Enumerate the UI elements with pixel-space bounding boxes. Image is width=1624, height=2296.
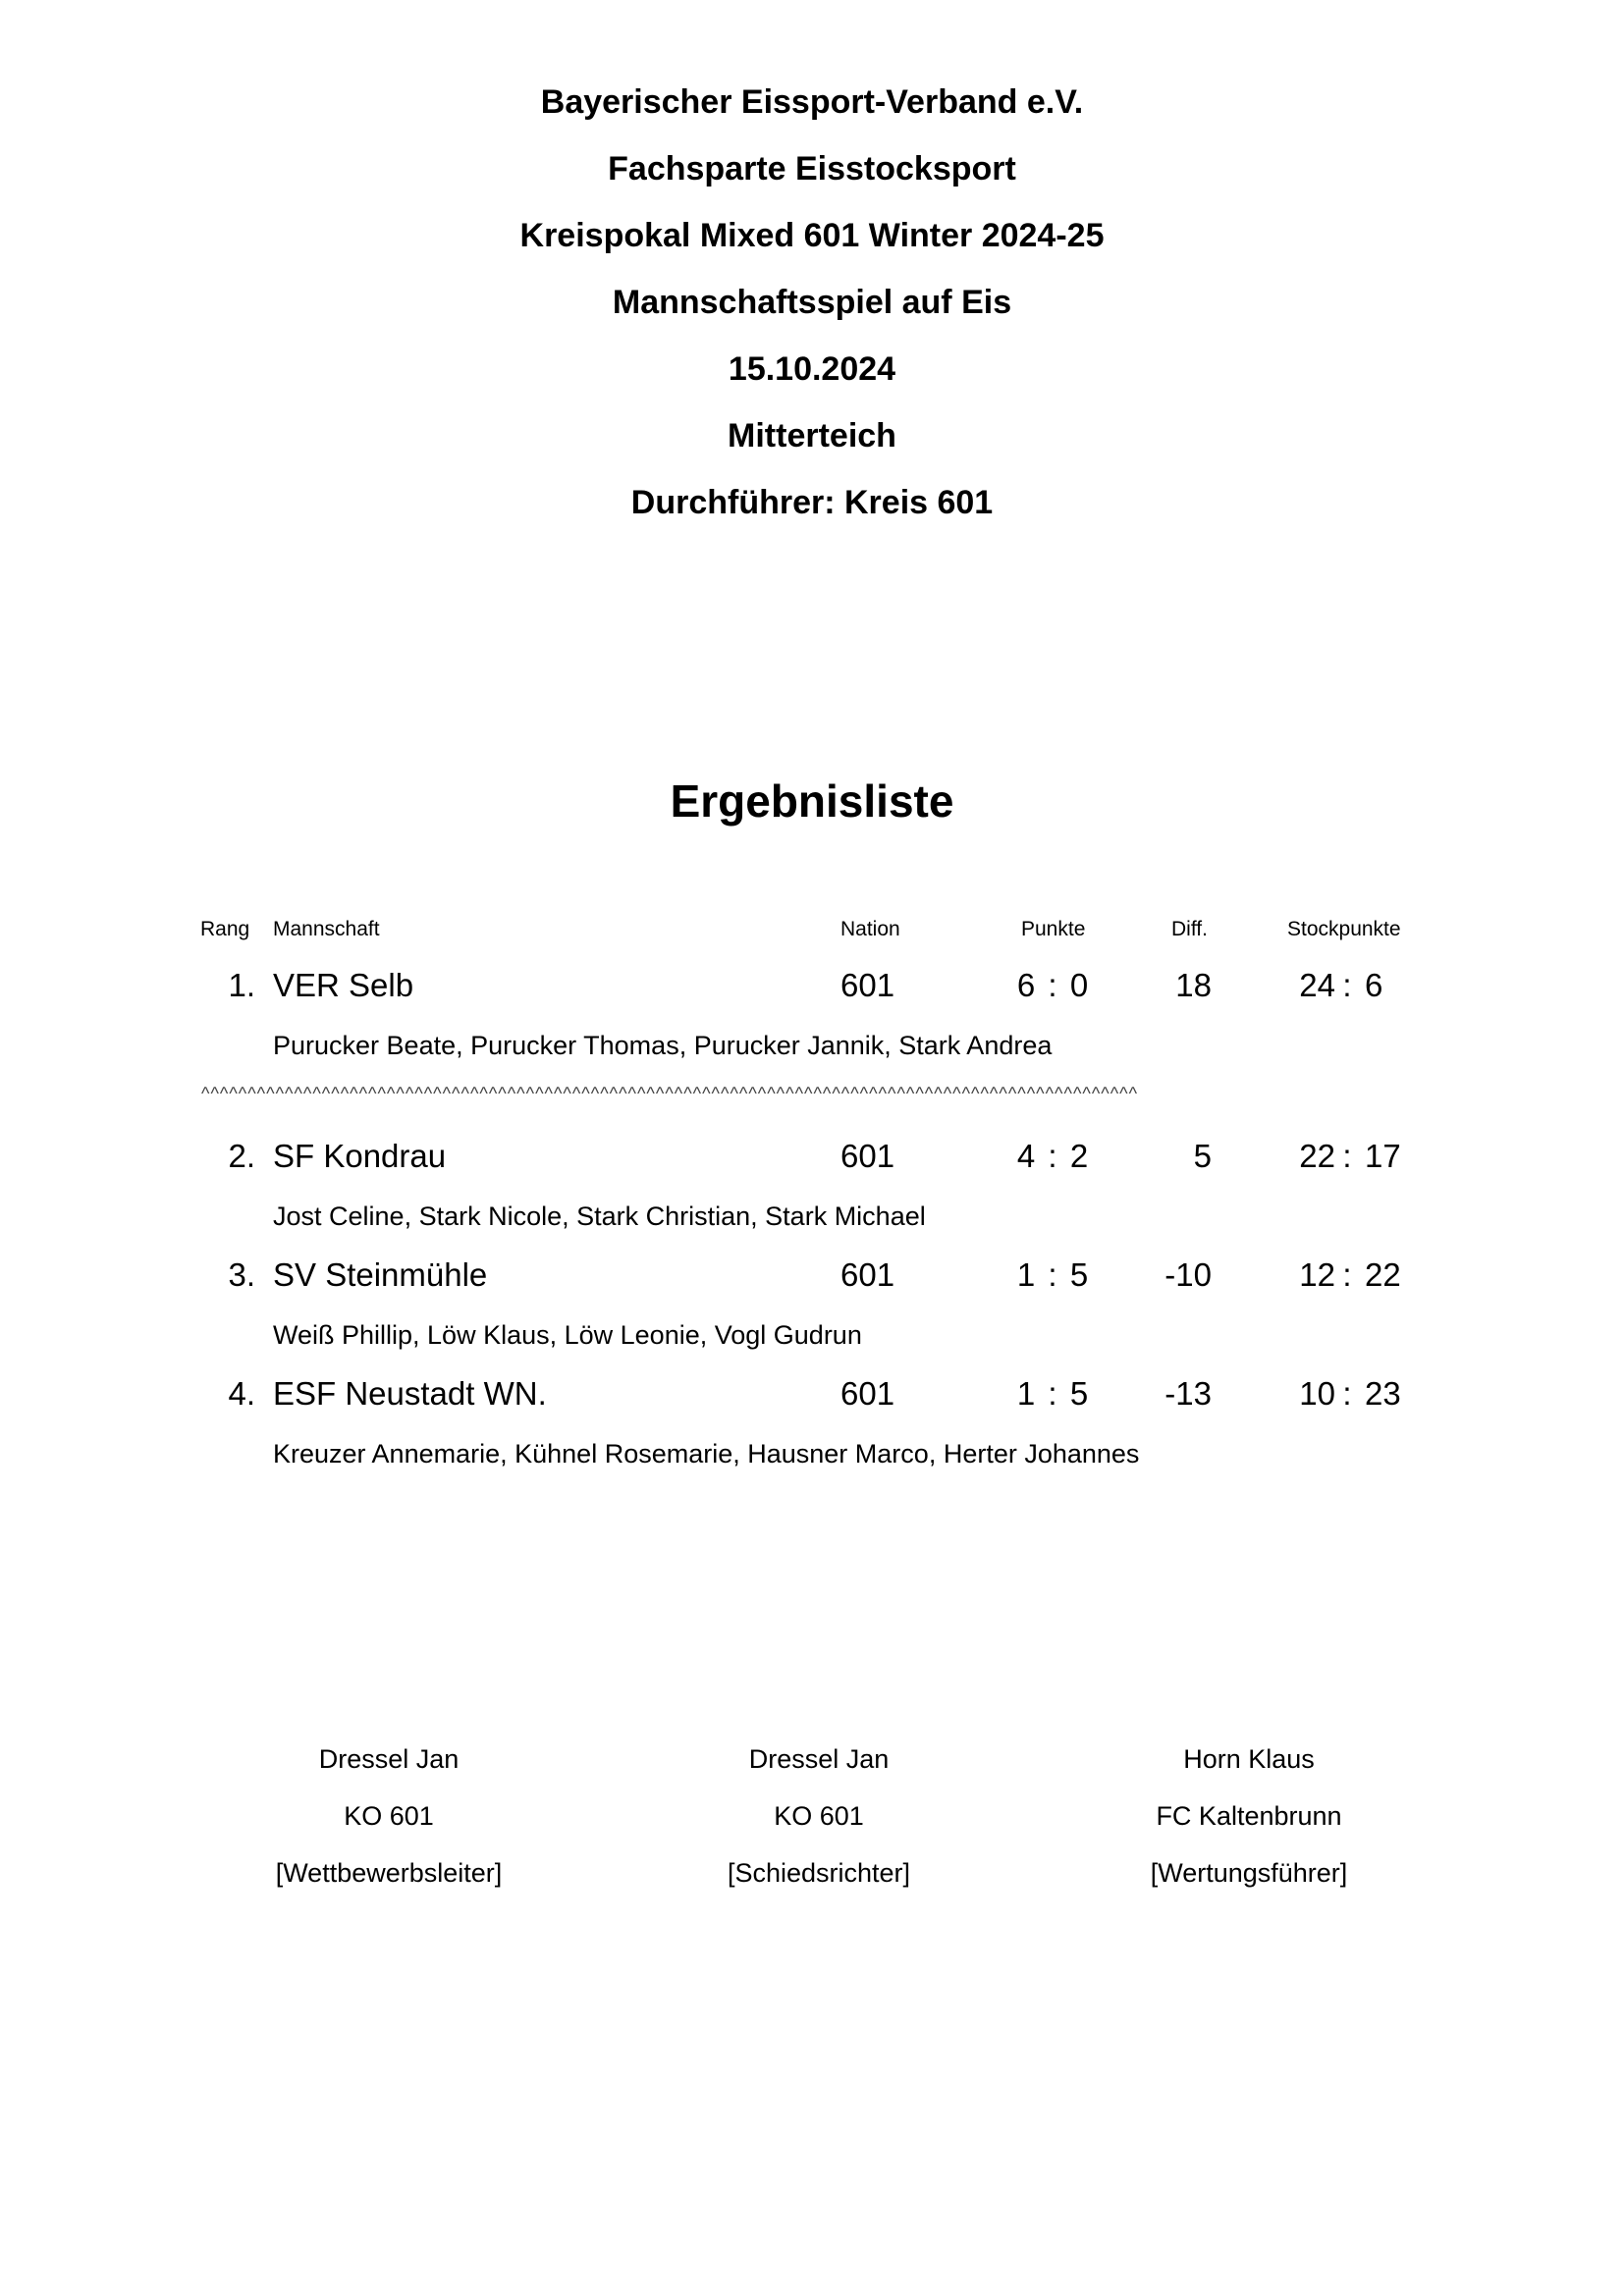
nation: 601 (840, 967, 895, 1003)
nation: 601 (840, 1375, 895, 1412)
signature-block-referee (623, 1739, 1015, 1910)
team-name: ESF Neustadt WN. (273, 1375, 547, 1412)
stock-points-for: 12 (1299, 1256, 1335, 1293)
stock-points-for: 10 (1299, 1375, 1335, 1412)
points-lost: 5 (1069, 1256, 1089, 1293)
signatory-role: [Schiedsrichter] (727, 1858, 911, 1888)
column-header-punkte: Punkte (1021, 918, 1086, 940)
points-lost: 0 (1069, 967, 1089, 1003)
difference: 18 (1175, 967, 1212, 1003)
team-players: Weiß Phillip, Löw Klaus, Löw Leonie, Vogl Gudrun (273, 1320, 862, 1350)
stock-points-against: 17 (1365, 1138, 1401, 1174)
signatory-name: Horn Klaus (1183, 1744, 1315, 1774)
stock-points-separator: : (1342, 1375, 1352, 1412)
stock-points-separator: : (1342, 1138, 1352, 1174)
difference: -10 (1164, 1256, 1212, 1293)
nation: 601 (840, 1256, 895, 1293)
table-row (0, 1375, 1624, 1415)
signatory-organization: FC Kaltenbrunn (1156, 1801, 1342, 1831)
column-header-diff: Diff. (1171, 918, 1208, 940)
division-name: Fachsparte Eisstocksport (608, 150, 1016, 187)
points-won: 1 (1016, 1375, 1036, 1412)
points-won: 1 (1016, 1256, 1036, 1293)
association-name: Bayerischer Eissport-Verband e.V. (540, 83, 1084, 121)
points-lost: 5 (1069, 1375, 1089, 1412)
signature-block-scorekeeper (1053, 1739, 1445, 1910)
rank: 3. (228, 1256, 255, 1293)
team-players: Kreuzer Annemarie, Kühnel Rosemarie, Hausner Marco, Herter Johannes (273, 1439, 1140, 1468)
event-location: Mitterteich (728, 417, 896, 454)
stock-points-against: 6 (1365, 967, 1383, 1003)
column-header-rang: Rang (200, 918, 250, 940)
column-header-stockpunkte: Stockpunkte (1287, 918, 1401, 940)
table-row (0, 1256, 1624, 1296)
difference: 5 (1193, 1138, 1212, 1174)
event-date: 15.10.2024 (728, 350, 896, 388)
points-won: 4 (1016, 1138, 1036, 1174)
stock-points-separator: : (1342, 1256, 1352, 1293)
team-name: VER Selb (273, 967, 414, 1003)
nation: 601 (840, 1138, 895, 1174)
document-header (0, 69, 1624, 536)
stock-points-against: 23 (1365, 1375, 1401, 1412)
competition-name: Kreispokal Mixed 601 Winter 2024-25 (519, 217, 1105, 254)
table-row (0, 1138, 1624, 1177)
signatory-organization: KO 601 (774, 1801, 864, 1831)
points-separator: : (1048, 1375, 1057, 1412)
qualification-separator: ^^^^^^^^^^^^^^^^^^^^^^^^^^^^^^^^^^^^^^^^^^^^^^^^^^^^^^^^^^^^^^^^^^^^^^^^^^^^^^^^^^^^^^^^^^^^^^^^^^^^^ (201, 1084, 1139, 1103)
rank: 2. (228, 1138, 255, 1174)
points-lost: 2 (1069, 1138, 1089, 1174)
team-name: SF Kondrau (273, 1138, 447, 1174)
signatory-role: [Wertungsführer] (1150, 1858, 1348, 1888)
column-header-mannschaft: Mannschaft (273, 918, 380, 940)
game-type: Mannschaftsspiel auf Eis (612, 284, 1012, 321)
rank: 4. (228, 1375, 255, 1412)
team-players: Jost Celine, Stark Nicole, Stark Christian, Stark Michael (273, 1201, 926, 1231)
points-won: 6 (1016, 967, 1036, 1003)
signature-block-competition-leader (192, 1739, 585, 1910)
stock-points-against: 22 (1365, 1256, 1401, 1293)
table-row (0, 967, 1624, 1006)
signatory-name: Dressel Jan (748, 1744, 890, 1774)
column-header-nation: Nation (840, 918, 900, 940)
points-separator: : (1048, 1256, 1057, 1293)
points-separator: : (1048, 1138, 1057, 1174)
stock-points-for: 24 (1299, 967, 1335, 1003)
signatory-role: [Wettbewerbsleiter] (275, 1858, 503, 1888)
results-title: Ergebnisliste (670, 775, 954, 827)
signatory-name: Dressel Jan (318, 1744, 460, 1774)
organizer: Durchführer: Kreis 601 (630, 484, 994, 521)
stock-points-for: 22 (1299, 1138, 1335, 1174)
team-name: SV Steinmühle (273, 1256, 488, 1293)
signatory-organization: KO 601 (344, 1801, 434, 1831)
team-players: Purucker Beate, Purucker Thomas, Purucker Jannik, Stark Andrea (273, 1031, 1053, 1060)
difference: -13 (1164, 1375, 1212, 1412)
points-separator: : (1048, 967, 1057, 1003)
rank: 1. (228, 967, 255, 1003)
stock-points-separator: : (1342, 967, 1352, 1003)
